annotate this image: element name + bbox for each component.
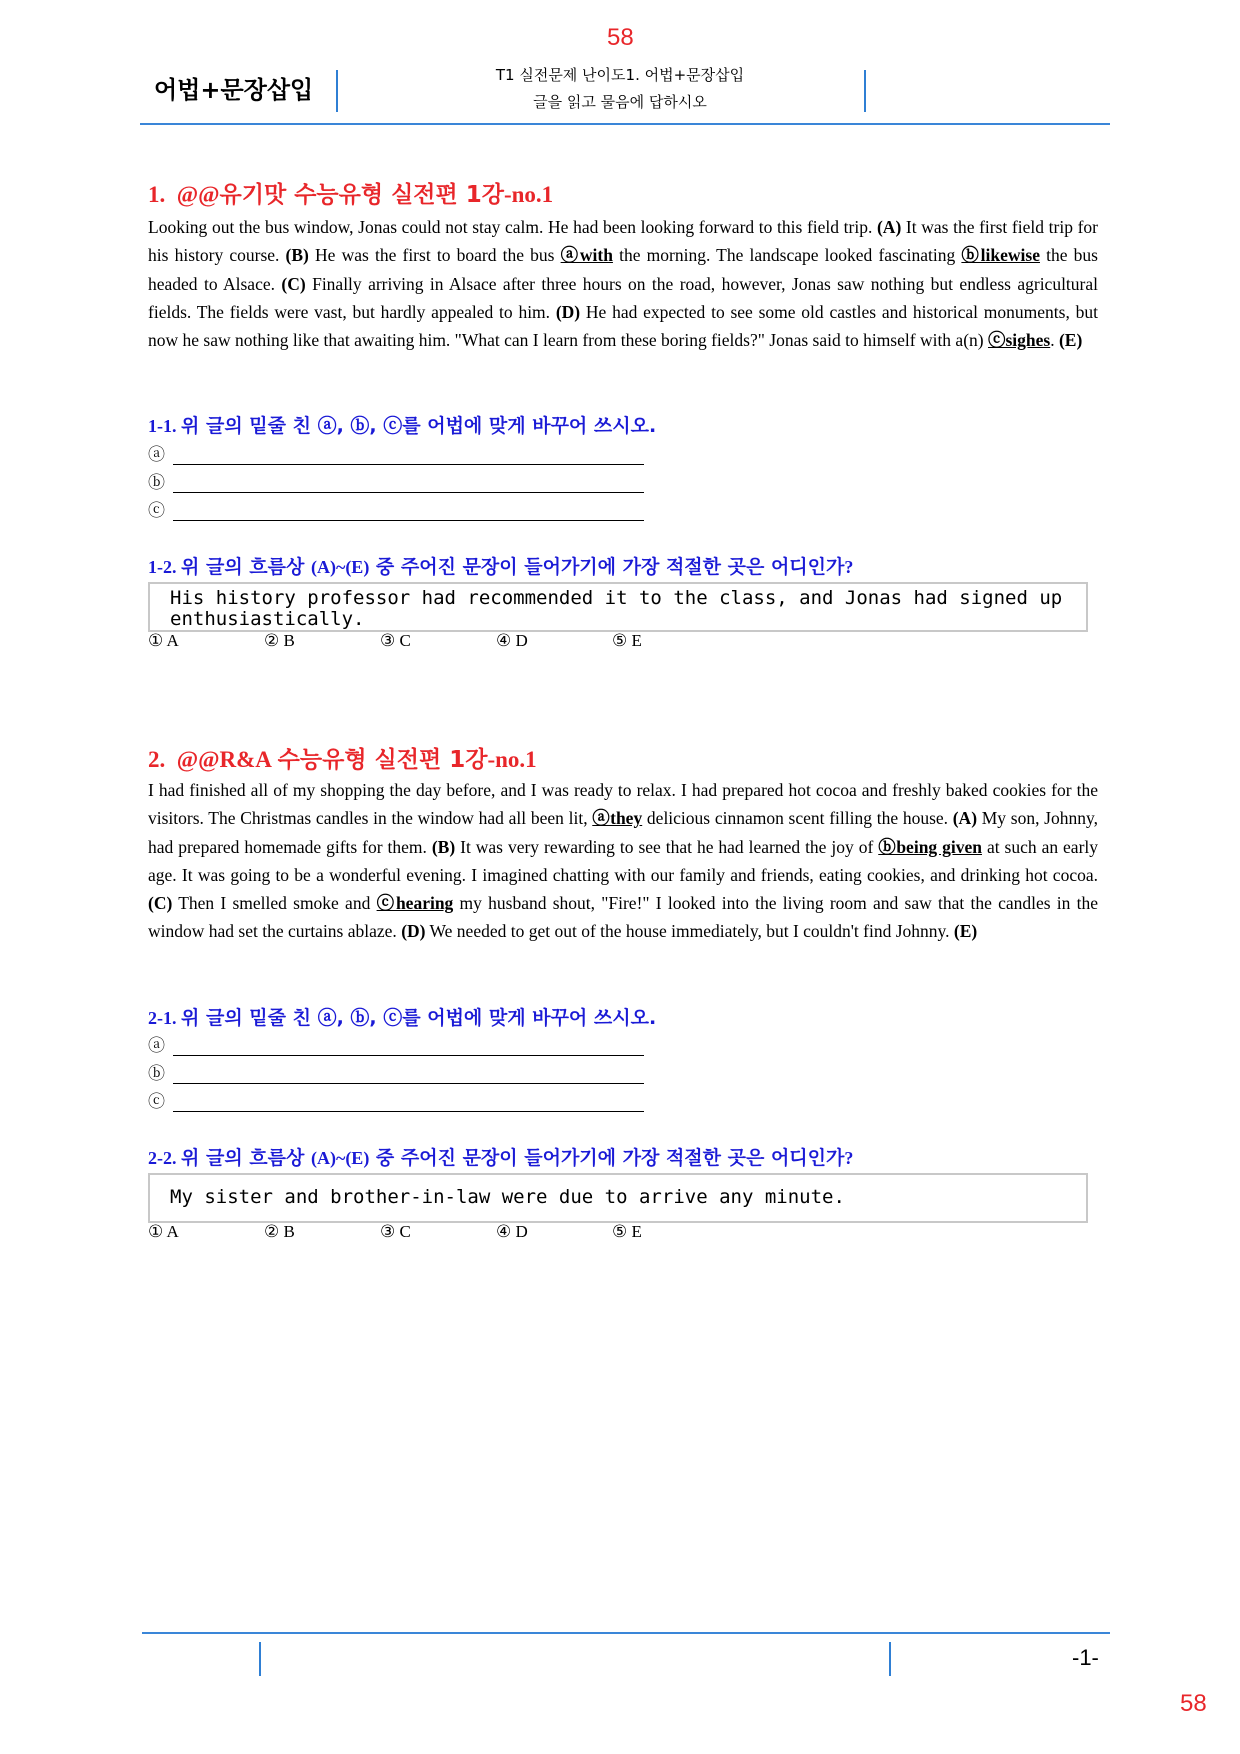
choice-3[interactable]: ③ C [380,631,411,650]
header-divider-right [864,70,866,112]
sub-number: 1-1. [148,416,177,436]
header-line-1: T1 실전문제 난이도1. 어법+문장삽입 [495,66,745,84]
answer-blank-b[interactable]: ⓑ [148,1060,644,1084]
choice-3[interactable]: ③ C [380,1222,411,1241]
given-sentence-box-2: My sister and brother-in-law were due to arrive any minute. [148,1173,1088,1223]
given-sentence-box-1: His history professor had recommended it to the class, and Jonas had signed up enthusiastically. [148,582,1088,632]
underlined-c: ⓒhearing [376,893,454,914]
question-1-2-prompt: 1-2. 위 글의 흐름상 (A)~(E) 중 주어진 문장이 들어가기에 가장 적절한 곳은 어디인가? [148,556,854,578]
question-2-title [148,741,537,774]
choice-1[interactable]: ① A [148,631,179,650]
question-1-number: 1. [148,182,166,207]
choice-5[interactable]: ⑤ E [612,1222,642,1241]
footer-divider-right [889,1642,891,1676]
question-2-number: 2. [148,747,166,772]
underlined-b: ⓑlikewise [961,245,1040,266]
header-line-2: 글을 읽고 물음에 답하시오 [533,93,707,111]
answer-choices-2 [148,1222,728,1242]
question-1-source-no: -no.1 [503,182,554,207]
answer-blank-b[interactable]: ⓑ [148,469,644,493]
question-2-source-title: 수능유형 실전편 1강 [277,747,488,773]
choice-2[interactable]: ② B [264,1222,295,1241]
question-2-passage: I had finished all of my shopping the day before, and I was ready to relax. I had prepared hot cocoa and freshly baked cookies for the visitors. The Christmas candles in the window had all been lit, ⓐthey delicious cinnamon scent filling the house. (A) My son, Johnny, had prepared homemade gifts for them. (B) It was very rewarding to see that he had learned the joy of ⓑbeing given at such an early age. It was going to be a wonderful evening. I imagined chatting with our family and friends, eating cookies, and drinking hot cocoa. (C) Then I smelled smoke and ⓒhearing my husband shout, "Fire!" I looked into the living room and saw that the candles in the window had set the curtains ablaze. (D) We needed to get out of the house immediately, but I couldn't find Johnny. (E) [148,780,1099,942]
question-1-passage: Looking out the bus window, Jonas could not stay calm. He had been looking forward to this field trip. (A) It was the first field trip for his history course. (B) He was the first to board the bus ⓐwith the morning. The landscape looked fascinating ⓑlikewise the bus headed to Alsace. (C) Finally arriving in Alsace after three hours on the road, however, Jonas saw nothing but endless agricultural fields. The fields were vast, but hardly appealed to him. (D) He had expected to see some old castles and historical monuments, but now he saw nothing like that awaiting him. "What can I learn from these boring fields?" Jonas said to himself with a(n) ⓒsighes. (E) [148,217,1099,351]
answer-blank-a[interactable]: ⓐ [148,1032,644,1056]
underlined-b: ⓑbeing given [878,836,982,857]
sub-text: 위 글의 밑줄 친 ⓐ, ⓑ, ⓒ를 어법에 맞게 바꾸어 쓰시오. [181,1007,657,1029]
question-2-2-prompt: 2-2. 위 글의 흐름상 (A)~(E) 중 주어진 문장이 들어가기에 가장 적절한 곳은 어디인가? [148,1147,854,1169]
page-number-top: 58 [607,24,634,51]
header-info [340,62,900,116]
answer-blank-c[interactable]: ⓒ [148,1088,644,1112]
question-1-source-tag: @@ [176,182,220,207]
underlined-c: ⓒsighes [987,330,1051,351]
choice-4[interactable]: ④ D [496,631,528,650]
choice-1[interactable]: ① A [148,1222,179,1241]
question-1-1-prompt [148,411,656,438]
sub-text: 위 글의 밑줄 친 ⓐ, ⓑ, ⓒ를 어법에 맞게 바꾸어 쓰시오. [181,415,657,437]
footer-rule [142,1632,1110,1634]
question-1-source-title: 유기맛 수능유형 실전편 1강 [219,182,504,208]
answer-blank-c[interactable]: ⓒ [148,497,644,521]
footer-divider-left [259,1642,261,1676]
answer-blank-a[interactable]: ⓐ [148,441,644,465]
choice-4[interactable]: ④ D [496,1222,528,1241]
underlined-a: ⓐwith [560,245,613,266]
choice-5[interactable]: ⑤ E [612,631,642,650]
question-2-1-prompt [148,1003,656,1030]
sub-number: 2-1. [148,1008,177,1028]
sub-number: 2-2. [148,1148,177,1168]
underlined-a: ⓐthey [592,808,643,829]
footer-page-label: -1- [1072,1645,1099,1670]
category-title: 어법+문장삽입 [154,76,314,104]
sub-number: 1-2. [148,557,177,577]
choice-2[interactable]: ② B [264,631,295,650]
header-rule [140,123,1110,125]
question-2-source-tag: @@R&A [176,747,272,772]
question-2-source-no: -no.1 [487,747,537,772]
header-divider-left [336,70,338,112]
answer-choices-1 [148,631,728,651]
page-number-bottom: 58 [1180,1690,1207,1717]
question-1-title [148,176,553,209]
